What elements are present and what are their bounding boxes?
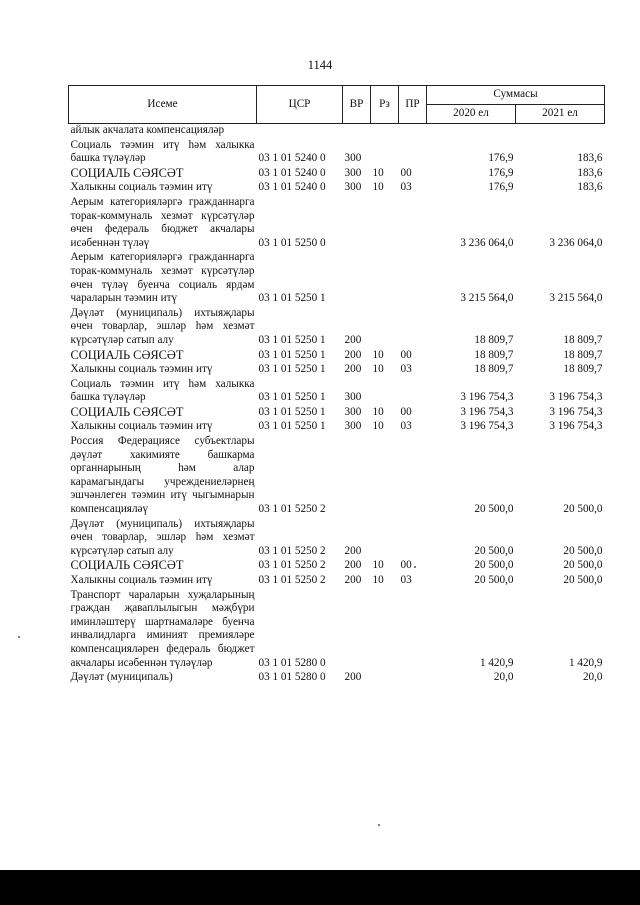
row-sum-2020: 20,0	[493, 671, 514, 684]
table-row	[69, 518, 605, 560]
header-pr: ПР	[399, 86, 427, 124]
row-pr-code	[399, 435, 427, 518]
row-vr-code: 200	[344, 671, 362, 684]
row-rz-code: 10	[372, 420, 384, 433]
table-row	[69, 139, 605, 167]
table-row	[69, 559, 605, 574]
row-rz-code: 10	[372, 166, 384, 179]
row-rz-code: 10	[372, 363, 384, 376]
table-row	[69, 167, 605, 182]
header-year-2020: 2020 ел	[427, 105, 516, 124]
row-sum-2020: 3 196 754,3	[460, 405, 514, 418]
row-sum-2020: 20 500,0	[474, 544, 514, 557]
table-row	[69, 251, 605, 306]
row-name: Халыкны социаль тәэмин итү	[70, 420, 213, 433]
row-csr-code: 03 1 01 5250 2	[258, 559, 326, 572]
scan-speck	[414, 566, 416, 568]
row-sum-2020: 20 500,0	[474, 574, 514, 586]
header-year-2021: 2021 ел	[516, 105, 605, 124]
table-row	[69, 420, 605, 435]
row-sum-2021: 20 500,0	[563, 574, 603, 586]
row-sum-2021: 1 420,9	[568, 656, 603, 669]
row-rz-code	[371, 378, 399, 406]
row-pr-code	[399, 196, 427, 251]
row-vr-code	[343, 196, 371, 251]
row-pr-code: 00	[400, 166, 412, 179]
row-rz-code: 10	[372, 181, 384, 194]
row-pr-code: 03	[400, 574, 412, 586]
row-pr-code: 03	[400, 363, 412, 376]
row-pr-code	[399, 518, 427, 560]
row-rz-code	[371, 196, 399, 251]
row-rz-code	[371, 435, 399, 518]
row-rz-code	[371, 251, 399, 306]
row-sum-2020: 176,9	[488, 166, 514, 179]
row-sum-2021: 20 500,0	[563, 559, 603, 572]
row-csr-code: 03 1 01 5250 1	[258, 348, 326, 361]
row-pr-code	[399, 307, 427, 349]
table-row	[69, 406, 605, 421]
scan-speck	[18, 636, 20, 638]
row-pr-code	[399, 671, 427, 686]
row-name: Халыкны социаль тәэмин итү	[70, 574, 213, 586]
row-name: СОЦИАЛЬ СӘЯСӘТ	[70, 404, 184, 419]
table-row	[69, 307, 605, 349]
table-row	[69, 378, 605, 406]
row-csr-code: 03 1 01 5280 0	[258, 656, 326, 669]
row-pr-code	[399, 589, 427, 672]
table-row	[69, 435, 605, 518]
row-name: Транспорт чараларын хуҗаларының граждан җаваплылыгын мәҗбүри иминләштерү шартнамаләре буенча инвалидларга иминият премияләре компенсацияләрен федераль бюджет акчалары исәбеннән түләүләр	[70, 588, 255, 669]
row-rz-code	[371, 671, 399, 686]
row-name: Аерым категорияләргә гражданнарга торак-коммуналь хезмәт күрсәтүләр өчен түләү буенча социаль ярдәм чараларын тәэмин итү	[70, 251, 255, 305]
row-rz-code	[371, 124, 399, 139]
table-row	[69, 671, 605, 686]
table-row	[69, 574, 605, 589]
row-vr-code	[343, 435, 371, 518]
row-pr-code	[399, 139, 427, 167]
row-sum-2021: 20 500,0	[563, 544, 603, 557]
row-name: СОЦИАЛЬ СӘЯСӘТ	[70, 558, 184, 573]
row-name: Аерым категорияләргә гражданнарга торак-коммуналь хезмәт күрсәтүләр өчен федераль бюджет акчалары исәбеннән түләү	[70, 195, 255, 249]
row-pr-code: 03	[400, 420, 412, 433]
header-sums: Суммасы	[427, 86, 605, 105]
row-csr-code: 03 1 01 5250 1	[258, 420, 326, 433]
row-pr-code: 00	[400, 559, 412, 572]
table-row	[69, 196, 605, 251]
row-name: Социаль тәэмин итү һәм халыкка башка түләүләр	[70, 138, 255, 165]
row-csr-code: 03 1 01 5250 1	[258, 292, 326, 305]
row-csr-code: 03 1 01 5250 1	[258, 391, 326, 404]
row-vr-code: 300	[344, 391, 362, 404]
row-name: Дәүләт (муниципаль) ихтыяҗлары өчен товарлар, эшләр һәм хезмәт күрсәтүләр сатып алу	[70, 306, 255, 346]
row-vr-code	[343, 589, 371, 672]
row-sum-2021: 183,6	[577, 152, 603, 165]
row-name: СОЦИАЛЬ СӘЯСӘТ	[70, 165, 184, 180]
row-pr-code: 00	[400, 348, 412, 361]
row-name: Россия Федерациясе субъектлары дәүләт хакимияте башкарма органнарының һәм алар карамагындагы учреждениеләрнең эшчәнлеген тәэмин итү чыгымнарын компенсацияләү	[70, 435, 255, 516]
row-vr-code	[343, 251, 371, 306]
row-pr-code	[399, 124, 427, 139]
row-vr-code: 300	[344, 420, 362, 433]
row-name: Халыкны социаль тәэмин итү	[70, 181, 213, 194]
row-name: Социаль тәэмин итү һәм халыкка башка түләүләр	[70, 377, 255, 404]
row-sum-2020: 3 196 754,3	[460, 420, 514, 433]
row-vr-code: 200	[344, 348, 362, 361]
row-rz-code	[371, 518, 399, 560]
row-vr-code: 200	[344, 574, 362, 586]
row-name: СОЦИАЛЬ СӘЯСӘТ	[70, 347, 184, 362]
row-name: айлык акчалата компенсацияләр	[70, 124, 225, 136]
table-row	[69, 363, 605, 378]
header-rz: Рз	[371, 86, 399, 124]
row-sum-2021: 18 809,7	[563, 333, 603, 346]
row-pr-code: 00	[400, 405, 412, 418]
row-vr-code: 200	[344, 544, 362, 557]
row-csr-code: 03 1 01 5250 1	[258, 405, 326, 418]
table-row	[69, 181, 605, 196]
row-sum-2021: 3 196 754,3	[549, 405, 603, 418]
row-pr-code	[399, 251, 427, 306]
row-csr-code: 03 1 01 5280 0	[258, 671, 326, 684]
row-sum-2020: 18 809,7	[474, 333, 514, 346]
row-vr-code: 300	[344, 181, 362, 194]
row-vr-code: 200	[344, 559, 362, 572]
row-csr-code: 03 1 01 5250 2	[258, 544, 326, 557]
row-sum-2020: 3 215 564,0	[460, 292, 514, 305]
row-pr-code	[399, 378, 427, 406]
row-sum-2020: 18 809,7	[474, 348, 514, 361]
budget-table	[68, 85, 605, 686]
row-sum-2020: 20 500,0	[474, 559, 514, 572]
row-sum-2020: 20 500,0	[474, 503, 514, 516]
row-sum-2020: 176,9	[488, 152, 514, 165]
row-sum-2021: 18 809,7	[563, 363, 603, 376]
row-csr-code: 03 1 01 5250 1	[258, 363, 326, 376]
row-csr-code: 03 1 01 5250 1	[258, 333, 326, 346]
row-sum-2021: 3 196 754,3	[549, 391, 603, 404]
row-csr-code: 03 1 01 5240 0	[258, 152, 326, 165]
row-csr-code: 03 1 01 5240 0	[258, 166, 326, 179]
row-sum-2020: 3 236 064,0	[460, 236, 514, 249]
table-row	[69, 124, 605, 139]
row-sum-2021: 20 500,0	[563, 503, 603, 516]
row-sum-2021: 3 215 564,0	[549, 292, 603, 305]
row-sum-2020: 3 196 754,3	[460, 391, 514, 404]
row-rz-code: 10	[372, 348, 384, 361]
row-rz-code	[371, 589, 399, 672]
row-name: Халыкны социаль тәэмин итү	[70, 363, 213, 376]
scan-speck	[378, 824, 380, 826]
row-sum-2020: 18 809,7	[474, 363, 514, 376]
row-rz-code	[371, 307, 399, 349]
row-sum-2021	[516, 124, 605, 139]
row-sum-2021: 183,6	[577, 166, 603, 179]
row-vr-code	[343, 124, 371, 139]
row-pr-code: 03	[400, 181, 412, 194]
scan-border	[0, 870, 640, 905]
row-name: Дәүләт (муниципаль) ихтыяҗлары өчен товарлар, эшләр һәм хезмәт күрсәтүләр сатып алу	[70, 517, 255, 557]
row-sum-2020: 176,9	[488, 181, 514, 194]
row-rz-code: 10	[372, 559, 384, 572]
row-csr-code	[257, 124, 343, 139]
row-sum-2021: 3 236 064,0	[549, 236, 603, 249]
row-csr-code: 03 1 01 5250 2	[258, 503, 326, 516]
row-rz-code: 10	[372, 574, 384, 586]
row-csr-code: 03 1 01 5250 2	[258, 574, 326, 586]
row-rz-code	[371, 139, 399, 167]
row-vr-code: 200	[344, 363, 362, 376]
row-name: Дәүләт (муниципаль)	[70, 671, 173, 684]
row-vr-code: 300	[344, 405, 362, 418]
row-sum-2021: 3 196 754,3	[549, 420, 603, 433]
row-sum-2021: 18 809,7	[563, 348, 603, 361]
header-vr: ВР	[343, 86, 371, 124]
table-body	[69, 124, 605, 686]
row-vr-code: 300	[344, 152, 362, 165]
page-number: 1144	[307, 58, 333, 72]
table-row	[69, 589, 605, 672]
header-csr: ЦСР	[257, 86, 343, 124]
row-sum-2020	[427, 124, 516, 139]
row-vr-code: 200	[344, 333, 362, 346]
row-sum-2021: 183,6	[577, 181, 603, 194]
header-name: Исеме	[69, 86, 257, 124]
row-csr-code: 03 1 01 5250 0	[258, 236, 326, 249]
row-csr-code: 03 1 01 5240 0	[258, 181, 326, 194]
row-sum-2020: 1 420,9	[479, 656, 514, 669]
row-vr-code: 300	[344, 166, 362, 179]
table-row	[69, 349, 605, 364]
row-sum-2021: 20,0	[582, 671, 603, 684]
row-rz-code: 10	[372, 405, 384, 418]
